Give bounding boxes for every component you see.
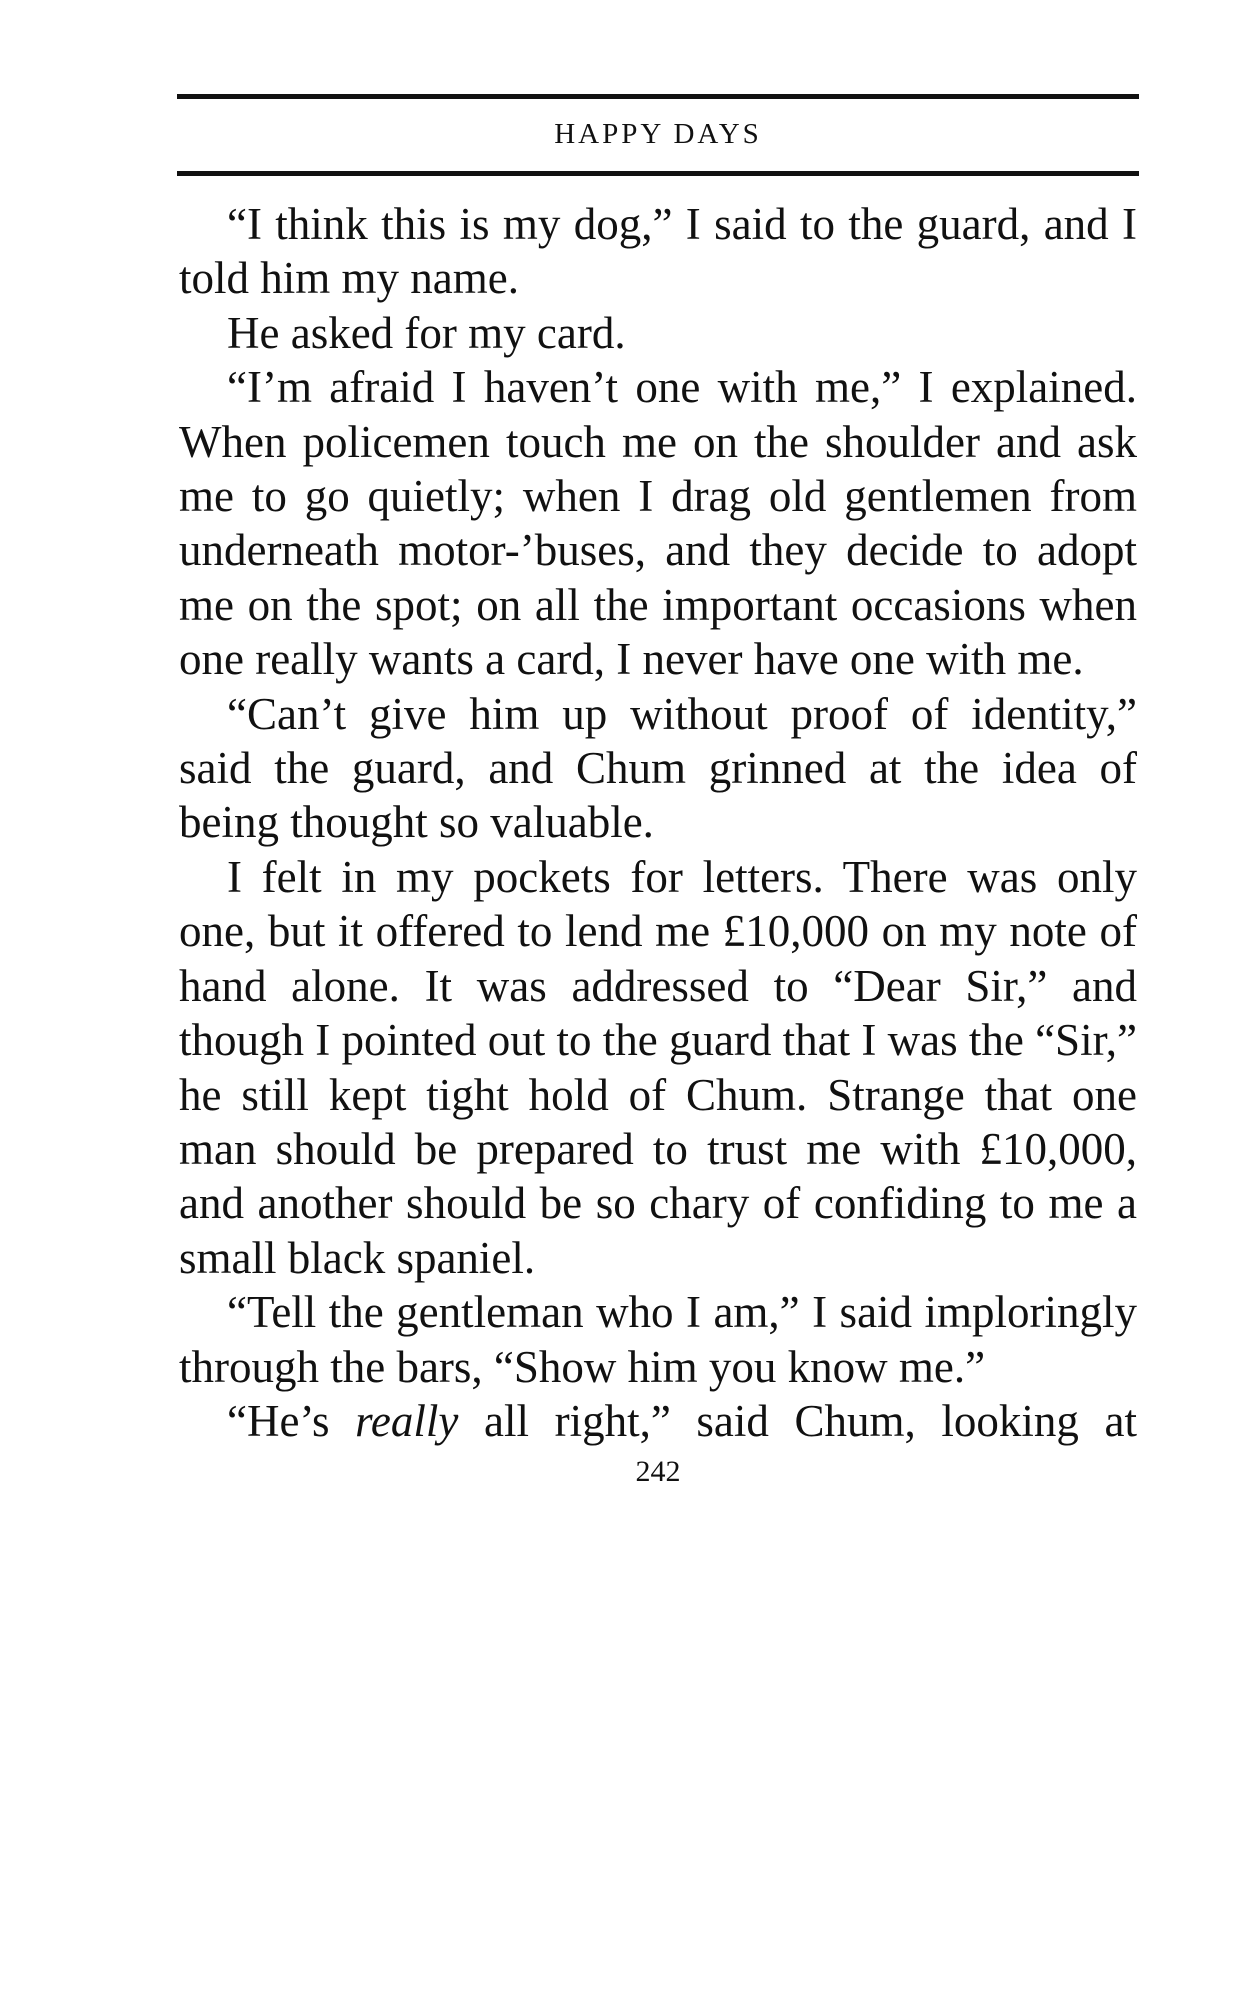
running-title: HAPPY DAYS bbox=[554, 118, 762, 150]
body-text bbox=[179, 197, 1137, 1448]
paragraph: He asked for my card. bbox=[227, 307, 626, 358]
emphasis-text: really bbox=[355, 1395, 459, 1446]
header-rule-bottom bbox=[177, 171, 1139, 176]
page-number: 242 bbox=[635, 1455, 681, 1488]
paragraph-continued bbox=[179, 1394, 1137, 1448]
paragraph: “I think this is my dog,” I said to the guard, and I told him my name. bbox=[179, 199, 1137, 304]
text-run: all right,” said Chum, looking at bbox=[458, 1395, 1137, 1446]
paragraph: “Tell the gentleman who I am,” I said imploringly through the bars, “Show him you know me.” bbox=[179, 1287, 1137, 1392]
text-run: “He’s bbox=[227, 1395, 356, 1446]
header-rule-top bbox=[177, 94, 1139, 99]
paragraph: “I’m afraid I haven’t one with me,” I explained. When policemen touch me on the shoulder and ask me to go quietly; when I drag old gentlemen from underneath motor-’buses, and they decide to adopt me on the spot; on all the important occasions when one really wants a card, I never have one with me. bbox=[179, 362, 1137, 685]
paragraph: I felt in my pockets for letters. There was only one, but it offered to lend me £10,000 on my note of hand alone. It was addressed to “Dear Sir,” and though I pointed out to the guard that I was the “Sir,” he still kept tight hold of Chum. Strange that one man should be prepared to trust me with £10,000, and another should be so chary of confiding to me a small black spaniel. bbox=[179, 851, 1137, 1283]
paragraph: “Can’t give him up without proof of identity,” said the guard, and Chum grinned at the idea of being thought so valuable. bbox=[179, 688, 1137, 848]
